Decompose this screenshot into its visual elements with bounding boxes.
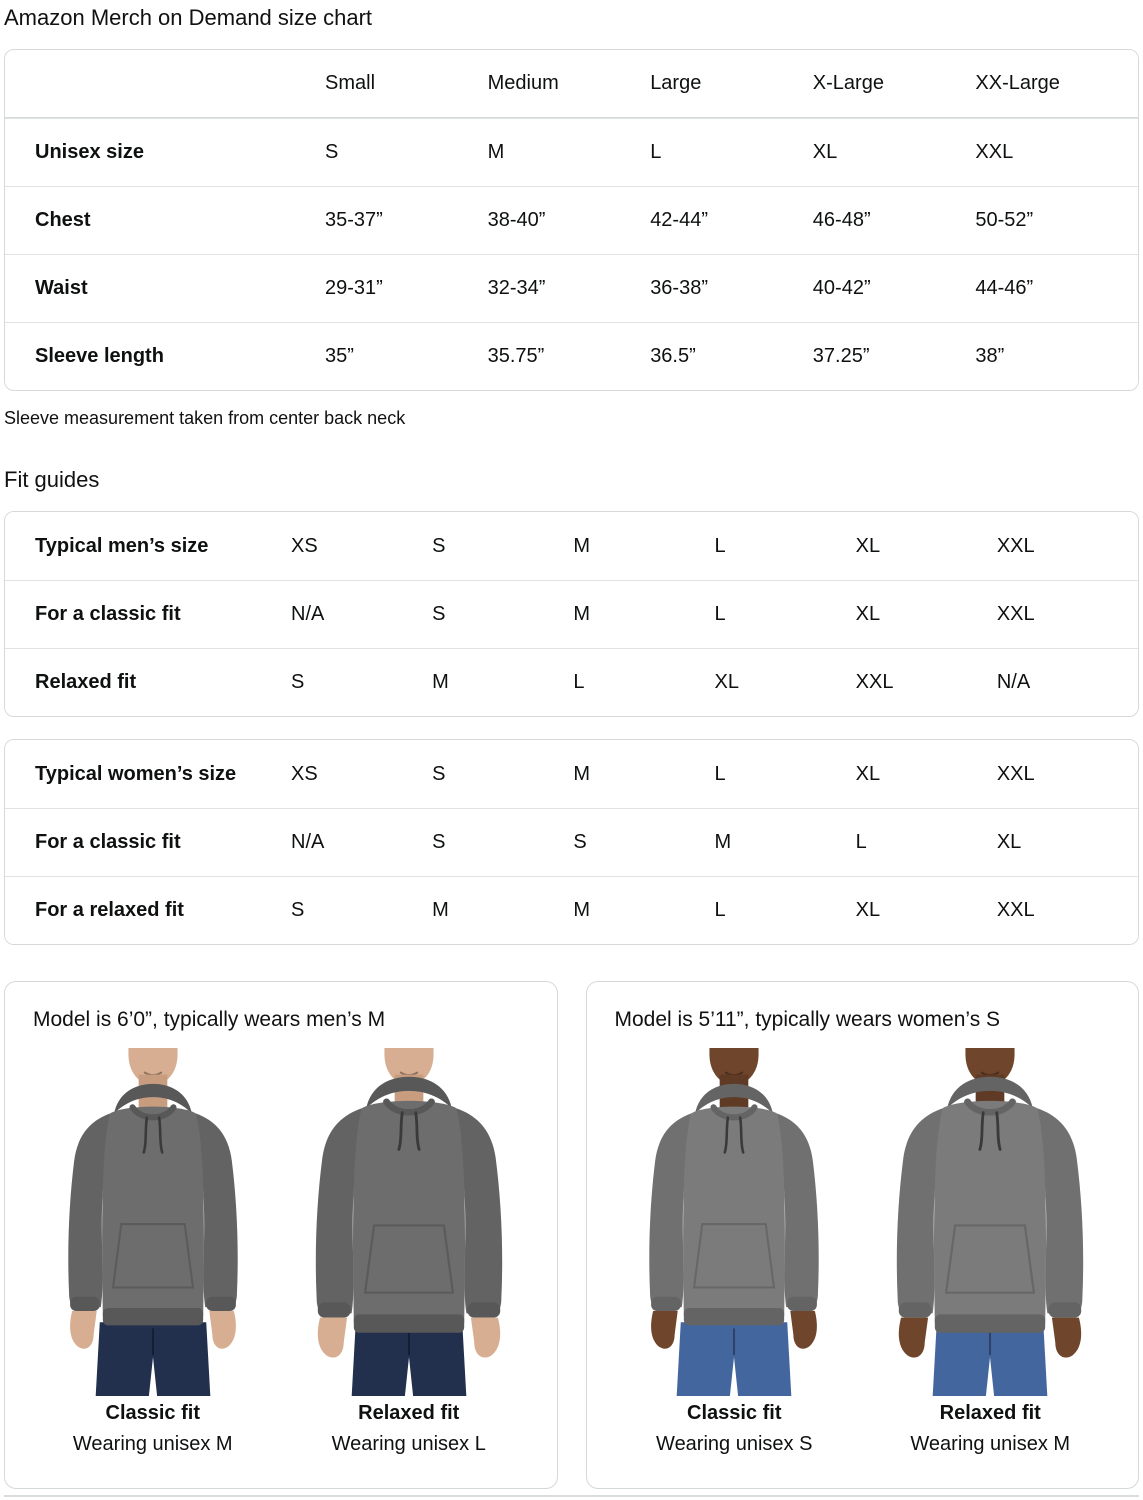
row-label: Relaxed fit <box>35 671 137 693</box>
model-figure <box>897 1048 1083 1396</box>
fit-type-label: Classic fit <box>687 1402 782 1424</box>
table-cell: 35.75” <box>487 345 545 367</box>
womens-fit-table <box>4 739 1139 945</box>
model-photo <box>293 1048 525 1396</box>
table-cell: 29-31” <box>325 277 383 299</box>
table-row <box>5 740 1138 808</box>
table-cell: L <box>714 762 726 785</box>
table-row <box>5 648 1138 716</box>
fit-type-label: Relaxed fit <box>939 1402 1041 1424</box>
table-cell: XXL <box>996 534 1035 557</box>
column-header: XX-Large <box>975 72 1060 94</box>
table-cell: S <box>291 899 305 921</box>
wearing-size-label: Wearing unisex M <box>72 1433 233 1455</box>
table-cell: L <box>714 534 726 557</box>
womens-relaxed-fit-figure <box>870 1048 1110 1470</box>
table-cell: 38-40” <box>487 209 546 231</box>
table-cell: 35-37” <box>325 209 383 231</box>
table-cell: 35” <box>325 345 354 367</box>
table-cell: M <box>432 899 449 921</box>
table-cell: XXL <box>996 603 1035 625</box>
table-row <box>5 254 1138 322</box>
table-cell: 42-44” <box>650 209 708 231</box>
page-title: Amazon Merch on Demand size chart <box>4 5 373 30</box>
table-cell: XL <box>855 534 881 557</box>
table-cell: S <box>573 831 587 853</box>
wearing-size-label: Wearing unisex L <box>331 1433 486 1455</box>
table-row <box>5 186 1138 254</box>
row-label: For a classic fit <box>35 603 181 625</box>
table-cell: XL <box>855 899 881 921</box>
table-cell: S <box>291 671 305 693</box>
table-cell: XS <box>291 762 318 785</box>
womens-relaxed-model-image <box>870 1048 1110 1396</box>
table-cell: 37.25” <box>812 345 870 367</box>
table-cell: M <box>487 141 505 163</box>
model-figure <box>316 1048 502 1396</box>
wearing-size-label: Wearing unisex S <box>656 1433 813 1455</box>
model-photo <box>874 1048 1106 1396</box>
table-cell: XXL <box>996 899 1035 921</box>
table-cell: XL <box>855 603 881 625</box>
column-header: Large <box>650 72 702 94</box>
table-cell: XS <box>291 534 318 557</box>
table-row <box>5 808 1138 876</box>
table-cell: XL <box>855 762 881 785</box>
table-cell: M <box>573 534 590 557</box>
womens-classic-model-image <box>614 1048 854 1396</box>
mens-figures-row <box>23 1048 539 1470</box>
table-cell: 40-42” <box>812 277 871 299</box>
table-cell: L <box>650 141 662 163</box>
table-cell: S <box>432 831 446 853</box>
womens-classic-fit-figure <box>614 1048 854 1470</box>
bottom-section-divider <box>4 1495 1139 1497</box>
table-row <box>5 118 1138 186</box>
model-photo <box>618 1048 850 1396</box>
table-row <box>5 876 1138 944</box>
column-header: X-Large <box>812 72 884 94</box>
table-cell: M <box>573 899 590 921</box>
model-figure <box>68 1048 237 1396</box>
row-label: Sleeve length <box>35 345 164 367</box>
row-label: For a classic fit <box>35 831 181 853</box>
fit-type-label: Classic fit <box>105 1402 200 1424</box>
table-cell: XXL <box>996 762 1035 785</box>
table-row <box>5 322 1138 390</box>
table-cell: M <box>573 603 590 625</box>
table-header-row <box>5 50 1138 118</box>
wearing-size-label: Wearing unisex M <box>910 1433 1071 1455</box>
mens-relaxed-fit-figure <box>289 1048 529 1470</box>
table-cell: 44-46” <box>975 277 1034 299</box>
table-cell: 36-38” <box>650 277 708 299</box>
mens-model-description: Model is 6’0”, typically wears men’s M <box>33 1008 386 1031</box>
table-cell: 32-34” <box>487 277 546 299</box>
table-cell: 46-48” <box>812 209 871 231</box>
row-label: Chest <box>35 209 91 231</box>
fit-type-label: Relaxed fit <box>358 1402 460 1424</box>
womens-model-card <box>586 981 1140 1489</box>
table-cell: XL <box>714 671 739 693</box>
mens-relaxed-model-image <box>289 1048 529 1396</box>
fit-guides-heading: Fit guides <box>4 467 100 492</box>
table-cell: 36.5” <box>650 345 696 367</box>
size-chart-table <box>4 49 1139 391</box>
table-cell: 38” <box>975 345 1005 367</box>
womens-figures-row <box>605 1048 1121 1470</box>
womens-model-description: Model is 5’11”, typically wears women’s S <box>614 1008 1001 1031</box>
mens-model-card <box>4 981 558 1489</box>
table-cell: L <box>714 603 726 625</box>
table-cell: L <box>573 671 585 693</box>
table-cell: XL <box>996 831 1022 853</box>
mens-classic-fit-figure <box>33 1048 273 1470</box>
table-row <box>5 512 1138 580</box>
row-label: Typical men’s size <box>35 534 209 557</box>
table-cell: XL <box>812 141 838 163</box>
table-cell: S <box>325 141 339 163</box>
table-row <box>5 580 1138 648</box>
sleeve-measurement-note: Sleeve measurement taken from center back neck <box>4 408 406 428</box>
table-cell: L <box>855 831 867 853</box>
row-label: Unisex size <box>35 141 144 163</box>
model-figure <box>650 1048 819 1396</box>
table-cell: N/A <box>291 831 325 853</box>
table-cell: S <box>432 603 446 625</box>
row-label: Waist <box>35 277 88 299</box>
table-cell: N/A <box>291 603 325 625</box>
table-cell: N/A <box>996 671 1031 693</box>
table-cell: S <box>432 762 446 785</box>
mens-classic-model-image <box>33 1048 273 1396</box>
model-photo <box>37 1048 269 1396</box>
column-header: Medium <box>487 72 559 94</box>
table-cell: L <box>714 899 726 921</box>
row-label: For a relaxed fit <box>35 899 184 921</box>
table-cell: XXL <box>975 141 1014 163</box>
table-cell: S <box>432 534 446 557</box>
table-cell: M <box>573 762 590 785</box>
table-cell: XXL <box>855 671 894 693</box>
column-header: Small <box>325 72 376 94</box>
table-cell: M <box>714 831 732 853</box>
row-label: Typical women’s size <box>35 762 237 785</box>
mens-fit-table <box>4 511 1139 717</box>
model-cards-row <box>4 981 1139 1489</box>
table-cell: M <box>432 671 449 693</box>
table-cell: 50-52” <box>975 209 1034 231</box>
